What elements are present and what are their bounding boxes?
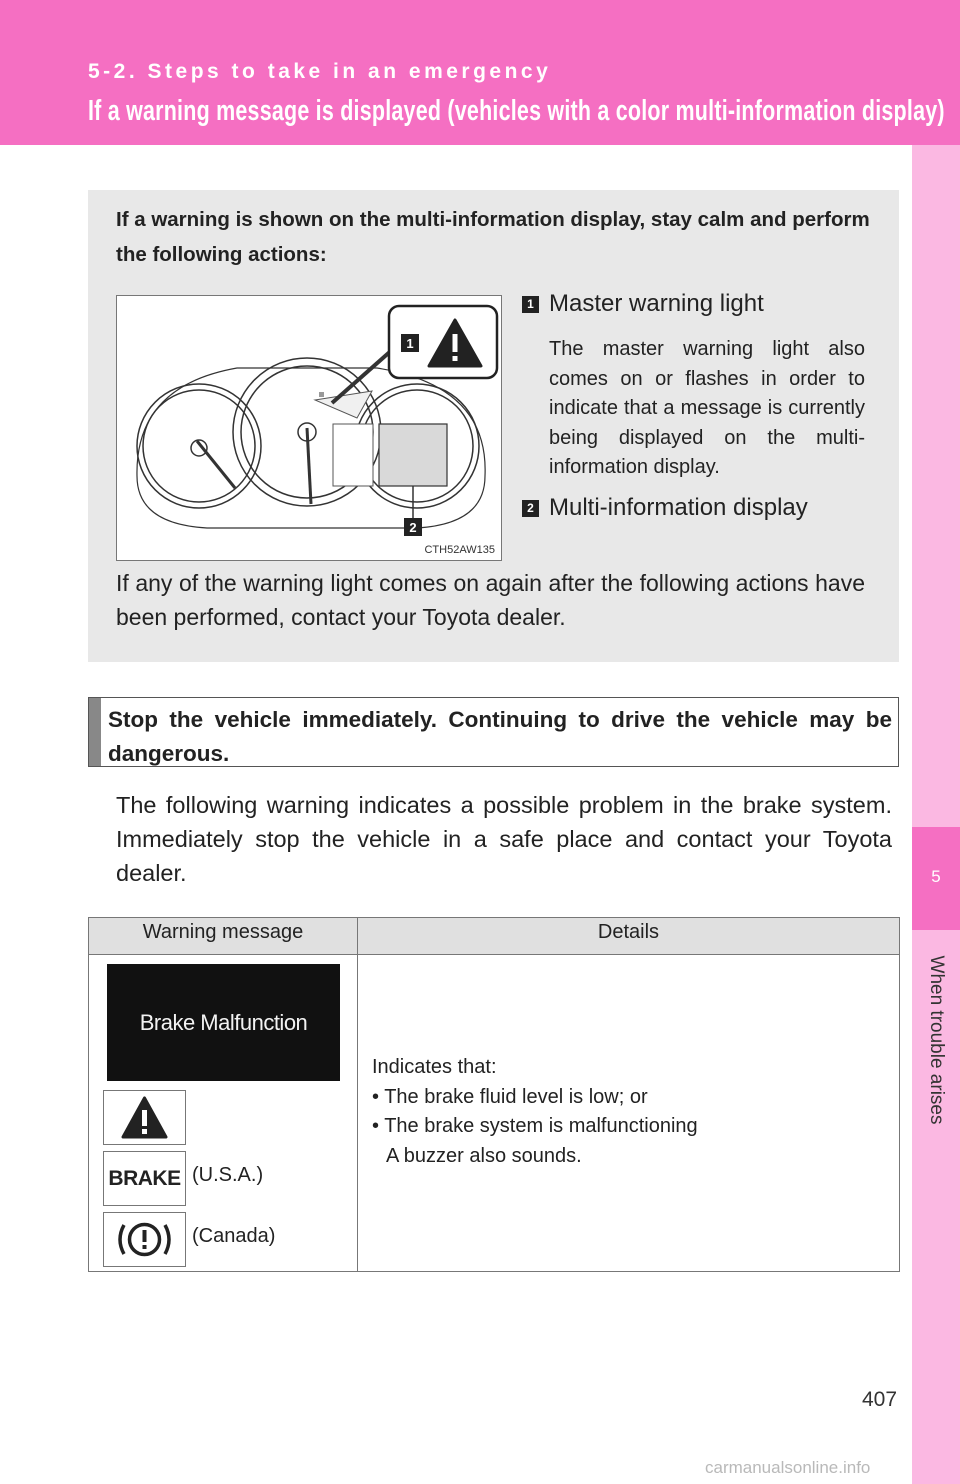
cluster-illustration [117,296,501,560]
svg-text:2: 2 [409,520,417,535]
intro-text: If a warning is shown on the multi-information display, stay calm and perform the following actions: [116,208,870,266]
callout-2-badge: 2 [522,500,539,517]
page-number: 407 [862,1388,898,1411]
details-line: A buzzer also sounds. [386,1144,582,1167]
details-line: • The brake fluid level is low; or [372,1085,648,1108]
callout-1-description: The master warning light also comes on or flashes in order to indicate that a message is currently being displayed on the multi-information display. [549,338,865,478]
callout-2-title: Multi-information display [549,494,808,521]
page-title: If a warning message is displayed (vehicles with a color multi-information display) [88,95,945,127]
master-warning-icon-box [103,1090,186,1145]
table-row [89,955,900,1272]
brake-warning-icon: BRAKE [108,1167,181,1190]
details-line: Indicates that: [372,1056,497,1078]
details-text [358,955,899,1171]
brake-circle-exclamation-icon [104,1213,185,1266]
callout-1-badge: 1 [522,296,539,313]
label-usa: (U.S.A.) [192,1164,264,1186]
chapter-tab-number[interactable]: 5 [912,827,960,930]
warning-table [88,917,900,1272]
brake-warning-icon-box [103,1151,186,1206]
chapter-tab-label: When trouble arises [926,955,947,1125]
instrument-cluster-figure [116,295,502,561]
column-header-warning-message: Warning message [89,918,358,955]
figure-code: CTH52AW135 [424,544,495,556]
column-header-details: Details [358,918,900,955]
callout-1-title: Master warning light [549,290,764,317]
section-heading: 5-2. Steps to take in an emergency [88,60,552,83]
label-canada: (Canada) [192,1225,276,1247]
alert-bar [89,698,101,766]
svg-text:1: 1 [406,336,414,351]
details-line: • The brake system is malfunctioning [372,1115,698,1137]
alert-text: Stop the vehicle immediately. Continuing to drive the vehicle may be dangerous. [108,707,892,766]
brake-malfunction-display: Brake Malfunction [107,964,340,1081]
master-warning-icon [104,1091,185,1144]
side-strip [912,145,960,1484]
body-paragraph: The following warning indicates a possible problem in the brake system. Immediately stop the vehicle in a safe place and contact your Toyota dealer. [116,792,892,886]
canada-brake-icon-box [103,1212,186,1267]
watermark: carmanualsonline.info [705,1458,871,1477]
table-header-row [89,918,900,955]
intro-outro-text: If any of the warning light comes on again after the following actions have been performed, contact your Toyota dealer. [116,570,865,630]
warning-message-cell [89,955,358,1272]
details-cell [358,955,900,1272]
